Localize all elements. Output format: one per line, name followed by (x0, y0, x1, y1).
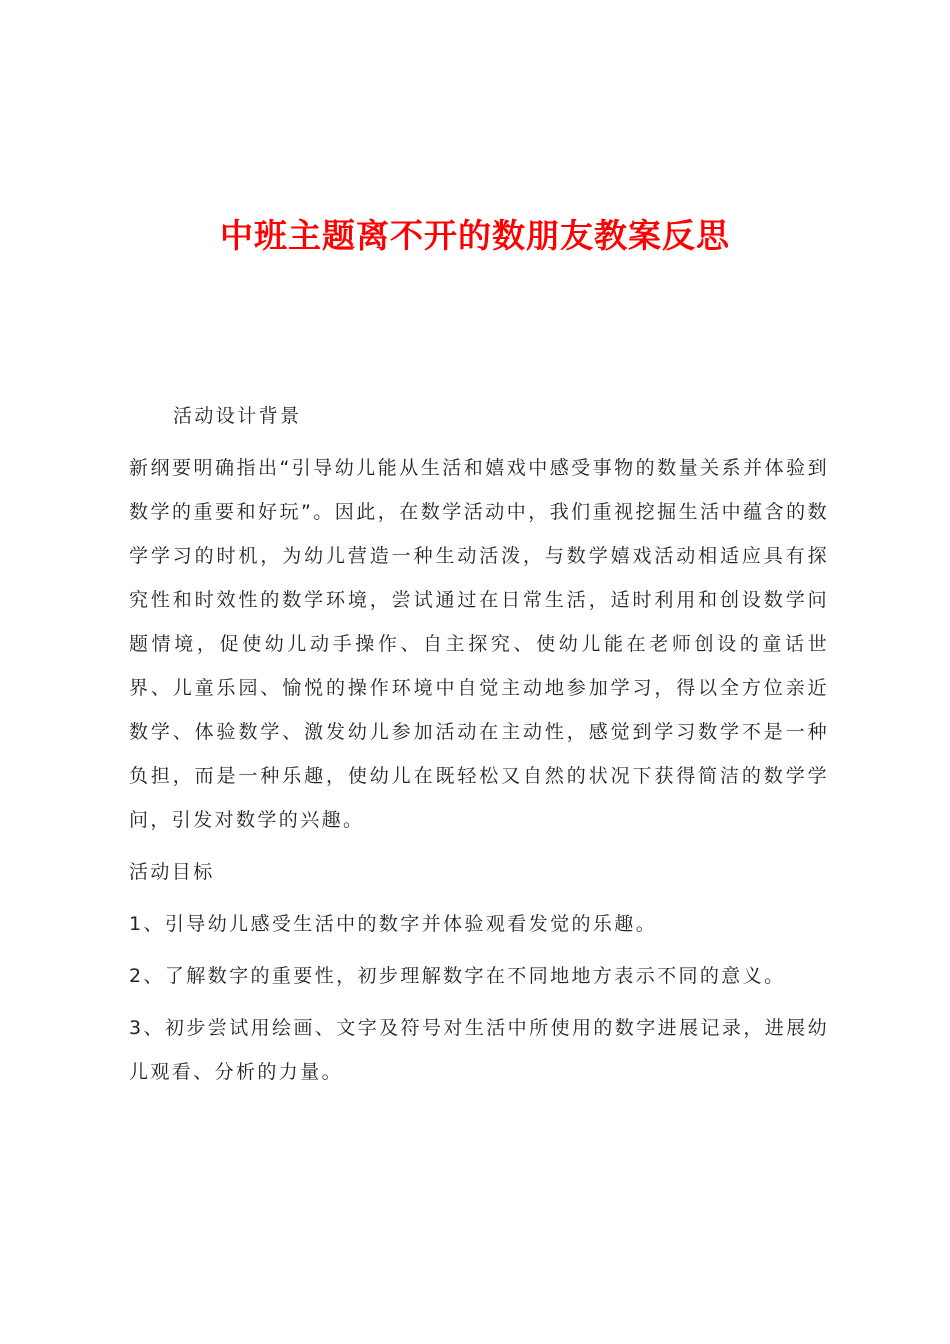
goal-item-3: 3、初步尝试用绘画、文字及符号对生活中所使用的数字进展记录，进展幼儿观看、分析的力量。 (129, 1017, 829, 1083)
section-heading-goals: 活动目标 (129, 861, 215, 883)
background-paragraph: 新纲要明确指出“引导幼儿能从生活和嬉戏中感受事物的数量关系并体验到数学的重要和好玩”。因此，在数学活动中，我们重视挖掘生活中蕴含的数学学习的时机，为幼儿营造一种生动活泼，与数学嬉戏活动相适应具有探究性和时效性的数学环境，尝试通过在日常生活，适时利用和创设数学问题情境，促使幼儿动手操作、自主探究、使幼儿能在老师创设的童话世界、儿童乐园、愉悦的操作环境中自觉主动地参加学习，得以全方位亲近数学、体验数学、激发幼儿参加活动在主动性，感觉到学习数学不是一种负担，而是一种乐趣，使幼儿在既轻松又自然的状况下获得简洁的数学学问，引发对数学的兴趣。 (129, 457, 829, 831)
document-body (129, 394, 829, 1094)
goal-item-2: 2、了解数字的重要性，初步理解数字在不同地地方表示不同的意义。 (129, 965, 786, 987)
goal-item-1: 1、引导幼儿感受生活中的数字并体验观看发觉的乐趣。 (129, 913, 658, 935)
section-heading-background: 活动设计背景 (173, 405, 302, 427)
document-title: 中班主题离不开的数朋友教案反思 (220, 216, 730, 255)
